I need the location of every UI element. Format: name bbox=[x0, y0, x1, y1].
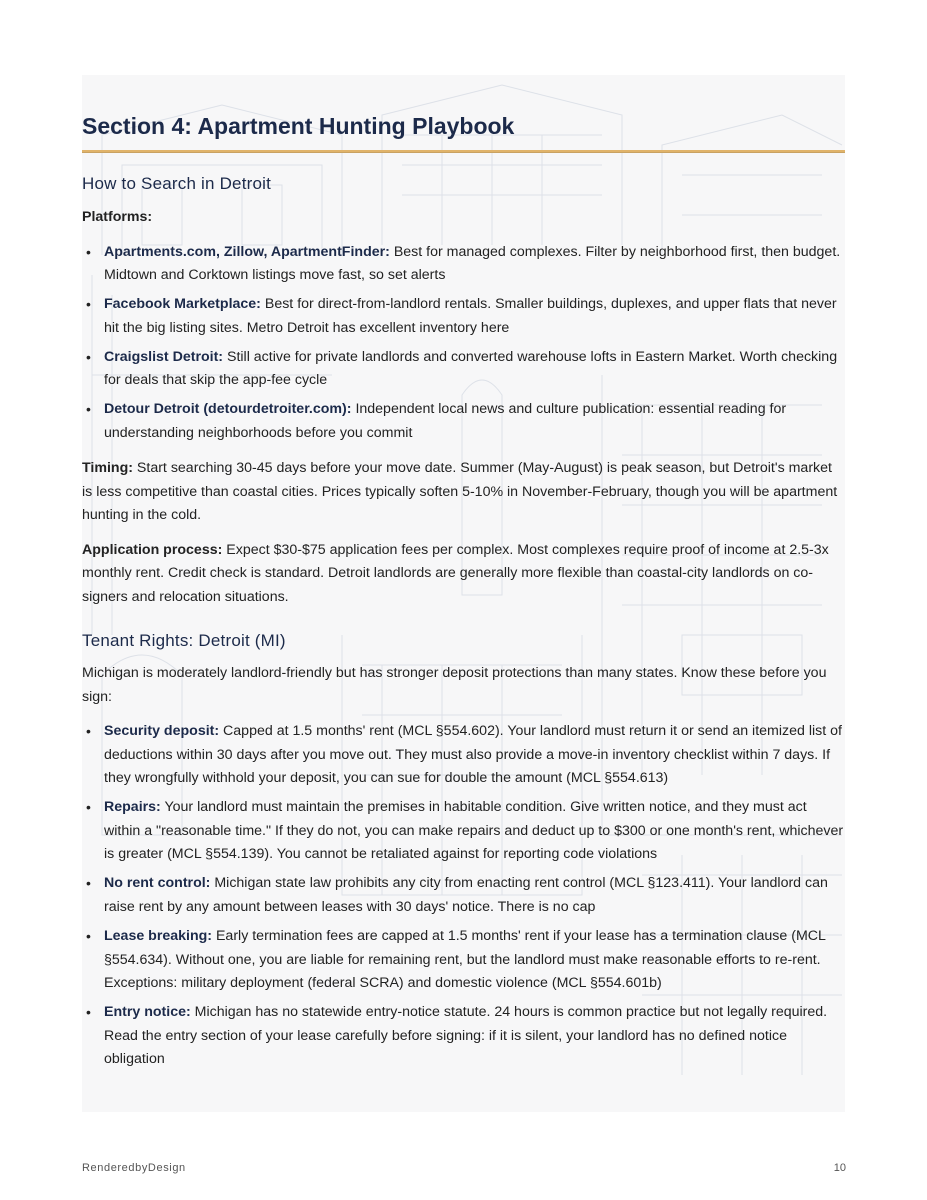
timing-label: Timing: bbox=[82, 460, 133, 477]
rights-item bbox=[82, 796, 845, 867]
footer-brand: RenderedbyDesign bbox=[82, 1162, 186, 1174]
platforms-list bbox=[82, 241, 845, 446]
rights-list bbox=[82, 720, 845, 1071]
rights-item-name: Repairs: bbox=[104, 799, 161, 816]
bullet-icon: • bbox=[86, 1004, 91, 1021]
platform-name: Detour Detroit (detourdetroiter.com): bbox=[104, 401, 352, 418]
application-paragraph bbox=[82, 539, 845, 610]
platform-item bbox=[82, 346, 845, 393]
rights-item-text: Michigan state law prohibits any city from enacting rent control (MCL §123.411). Your landlord can raise rent by any amount between leases with 30 days' notice. There is no cap bbox=[104, 875, 828, 915]
bullet-icon: • bbox=[86, 348, 91, 365]
rights-item-name: No rent control: bbox=[104, 875, 211, 892]
timing-paragraph bbox=[82, 457, 845, 528]
rights-item bbox=[82, 925, 845, 996]
platforms-label: Platforms: bbox=[82, 209, 153, 225]
rights-heading: Tenant Rights: Detroit (MI) bbox=[82, 631, 286, 651]
rights-item-text: Michigan has no statewide entry-notice statute. 24 hours is common practice but not legally required. Read the entry section of your lease carefully before signing: if it is silent, your landlord has no defined notice obligation bbox=[104, 1004, 828, 1068]
platform-item bbox=[82, 293, 845, 340]
application-label: Application process: bbox=[82, 541, 223, 558]
platform-name: Facebook Marketplace: bbox=[104, 296, 261, 313]
rights-item bbox=[82, 1001, 845, 1072]
platform-name: Craigslist Detroit: bbox=[104, 348, 224, 365]
bullet-icon: • bbox=[86, 401, 91, 418]
bullet-icon: • bbox=[86, 928, 91, 945]
application-text: Expect $30-$75 application fees per complex. Most complexes require proof of income at 2.5-3x monthly rent. Credit check is standard. Detroit landlords are generally more flexible than coastal-city landlords on co-signers and relocation situations. bbox=[82, 541, 829, 605]
platform-text: Best for managed complexes. Filter by neighborhood first, then budget. Midtown and Corktown listings move fast, so set alerts bbox=[104, 243, 841, 283]
rights-intro: Michigan is moderately landlord-friendly but has stronger deposit protections than many states. Know these before you sign: bbox=[82, 665, 827, 705]
rights-item-text: Capped at 1.5 months' rent (MCL §554.602). Your landlord must return it or send an itemized list of deductions within 30 days after you move out. They must also provide a move-in inventory checklist within 7 days. If they wrongfully withhold your deposit, you can sue for double the amount (MCL §554.613) bbox=[104, 723, 842, 787]
section-title: Section 4: Apartment Hunting Playbook bbox=[82, 108, 845, 152]
rights-item-text: Your landlord must maintain the premises in habitable condition. Give written notice, and they must act within a "reasonable time." If they do not, you can make repairs and deduct up to $300 or one month's rent, whichever is greater (MCL §554.139). You cannot be retaliated against for reporting code violations bbox=[104, 799, 844, 863]
platform-text: Best for direct-from-landlord rentals. Smaller buildings, duplexes, and upper flats that never hit the big listing sites. Metro Detroit has excellent inventory here bbox=[104, 296, 837, 336]
page-content bbox=[82, 108, 845, 1077]
rights-item-name: Entry notice: bbox=[104, 1004, 191, 1021]
platform-text: Independent local news and culture publication: essential reading for understanding neighborhoods before you commit bbox=[104, 401, 787, 441]
page-number: 10 bbox=[833, 1162, 846, 1174]
rights-item-text: Early termination fees are capped at 1.5 months' rent if your lease has a termination clause (MCL §554.634). Without one, you are liable for remaining rent, but the landlord must make reasonable efforts to re-rent. Exceptions: military deployment (federal SCRA) and domestic violence (MCL §554.601b) bbox=[104, 928, 826, 992]
bullet-icon: • bbox=[86, 875, 91, 892]
bullet-icon: • bbox=[86, 296, 91, 313]
platform-item bbox=[82, 398, 845, 445]
rights-item bbox=[82, 872, 845, 919]
rights-item bbox=[82, 720, 845, 791]
platform-name: Apartments.com, Zillow, ApartmentFinder: bbox=[104, 243, 390, 260]
platform-text: Still active for private landlords and converted warehouse lofts in Eastern Market. Worth checking for deals that skip the app-fee cycle bbox=[104, 348, 838, 389]
rights-item-name: Lease breaking: bbox=[104, 928, 213, 945]
bullet-icon: • bbox=[86, 799, 91, 816]
rights-item-name: Security deposit: bbox=[104, 723, 220, 740]
search-heading: How to Search in Detroit bbox=[82, 174, 272, 193]
timing-text: Start searching 30-45 days before your move date. Summer (May-August) is peak season, but Detroit's market is less competitive than coastal cities. Prices typically soften 5-10% in November-February, though you will be apartment hunting in the cold. bbox=[82, 460, 838, 524]
bullet-icon: • bbox=[86, 723, 91, 740]
bullet-icon: • bbox=[86, 243, 91, 260]
platform-item bbox=[82, 241, 845, 288]
